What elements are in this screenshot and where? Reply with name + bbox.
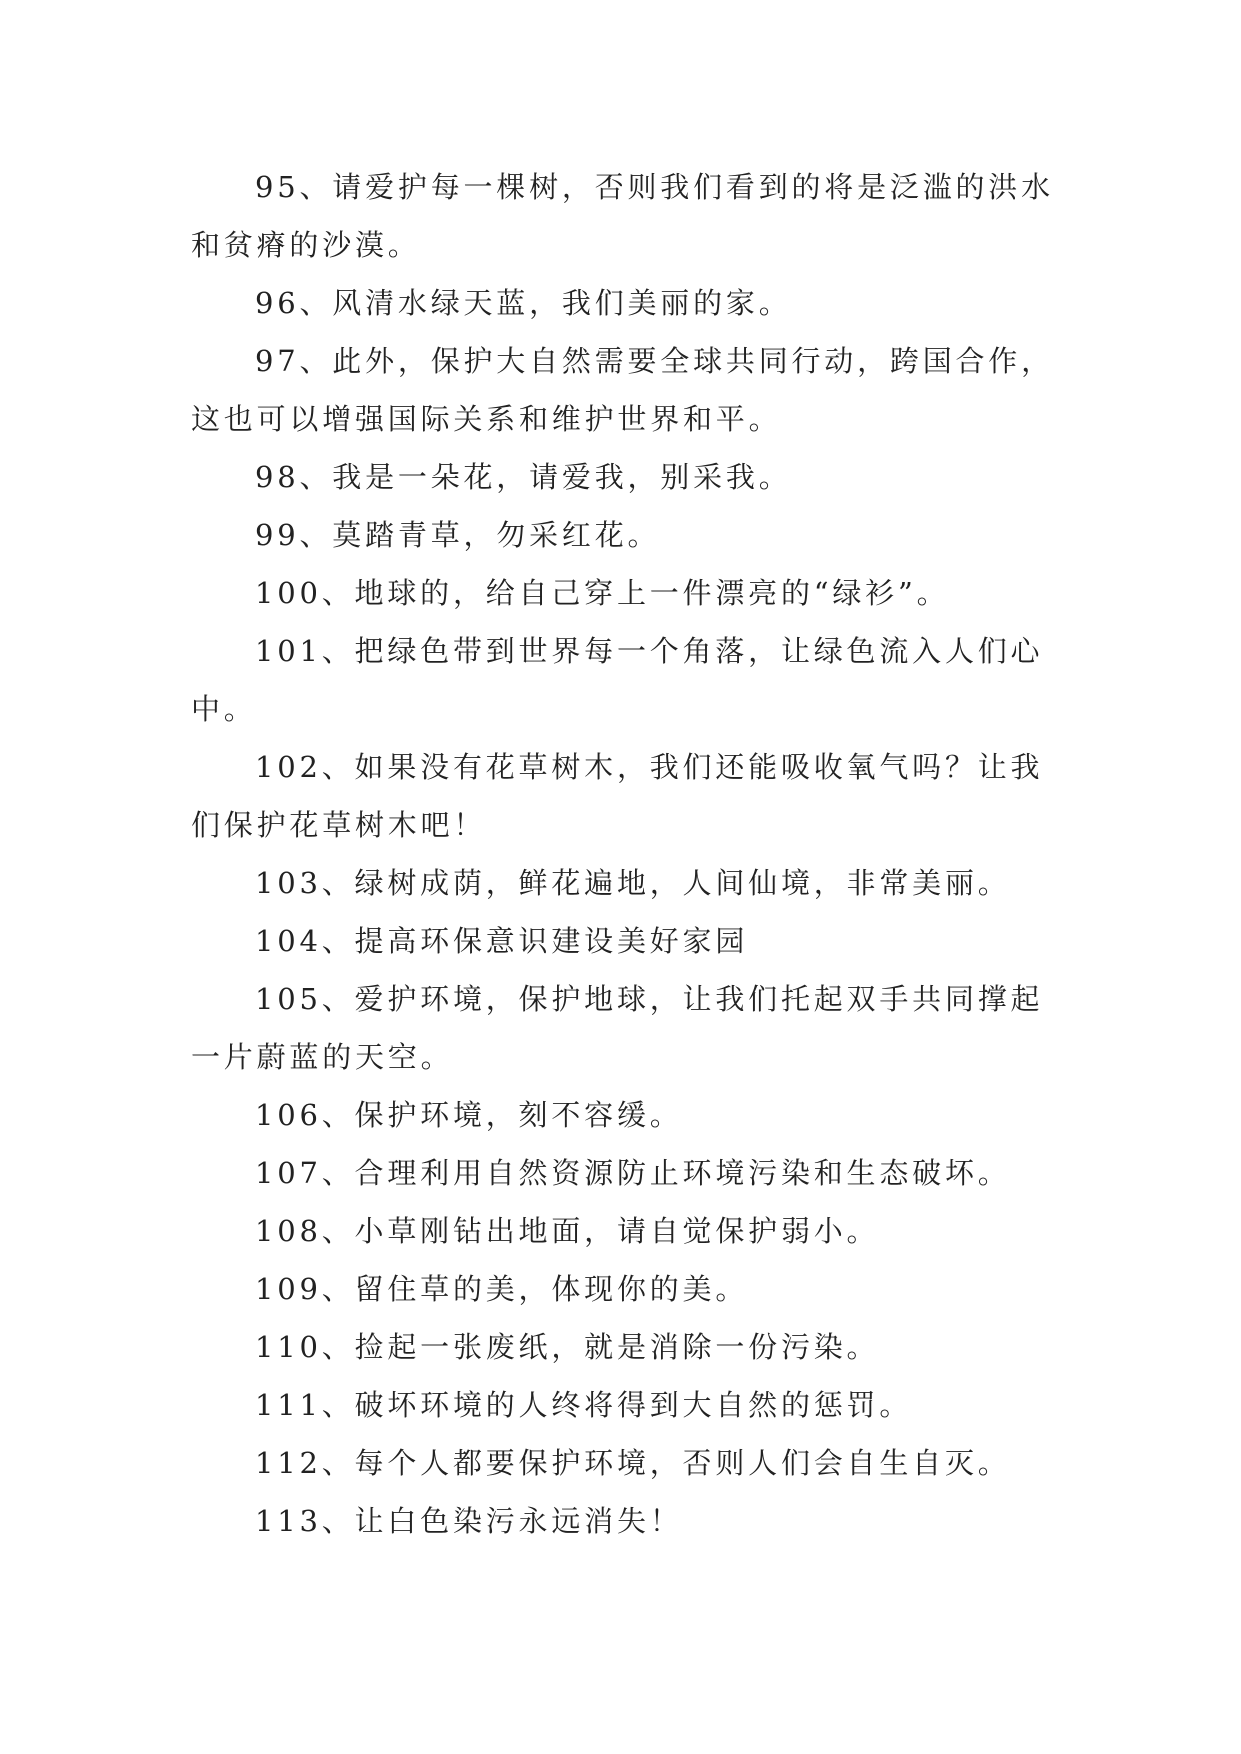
slogan-paragraph: 112、每个人都要保护环境，否则人们会自生自灭。 <box>255 1446 1011 1480</box>
slogan-paragraph: 107、合理利用自然资源防止环境污染和生态破坏。 <box>255 1156 1011 1190</box>
slogan-paragraph: 104、提高环保意识建设美好家园 <box>255 924 749 958</box>
slogan-paragraph: 96、风清水绿天蓝，我们美丽的家。 <box>255 286 792 320</box>
slogan-paragraph: 110、捡起一张废纸，就是消除一份污染。 <box>255 1330 880 1364</box>
slogan-paragraph: 109、留住草的美，体现你的美。 <box>255 1272 749 1306</box>
slogan-paragraph: 103、绿树成荫，鲜花遍地，人间仙境，非常美丽。 <box>255 866 1011 900</box>
slogan-paragraph: 105、爱护环境，保护地球，让我们托起双手共同撑起一片蔚蓝的天空。 <box>191 982 1044 1074</box>
document-body <box>191 158 1071 1550</box>
slogan-paragraph: 108、小草刚钻出地面，请自觉保护弱小。 <box>255 1214 880 1248</box>
slogan-paragraph: 95、请爱护每一棵树，否则我们看到的将是泛滥的洪水和贫瘠的沙漠。 <box>191 170 1054 262</box>
slogan-paragraph: 101、把绿色带到世界每一个角落，让绿色流入人们心中。 <box>191 634 1044 726</box>
slogan-paragraph: 102、如果没有花草树木，我们还能吸收氧气吗？让我们保护花草树木吧！ <box>191 750 1044 842</box>
slogan-paragraph: 100、地球的，给自己穿上一件漂亮的“绿衫”。 <box>255 576 950 610</box>
slogan-paragraph: 113、让白色染污永远消失！ <box>255 1504 683 1538</box>
slogan-paragraph: 97、此外，保护大自然需要全球共同行动，跨国合作，这也可以增强国际关系和维护世界和平。 <box>191 344 1054 436</box>
slogan-paragraph: 111、破坏环境的人终将得到大自然的惩罚。 <box>255 1388 913 1422</box>
slogan-paragraph: 106、保护环境，刻不容缓。 <box>255 1098 683 1132</box>
slogan-paragraph: 99、莫踏青草，勿采红花。 <box>255 518 661 552</box>
slogan-paragraph: 98、我是一朵花，请爱我，别采我。 <box>255 460 792 494</box>
